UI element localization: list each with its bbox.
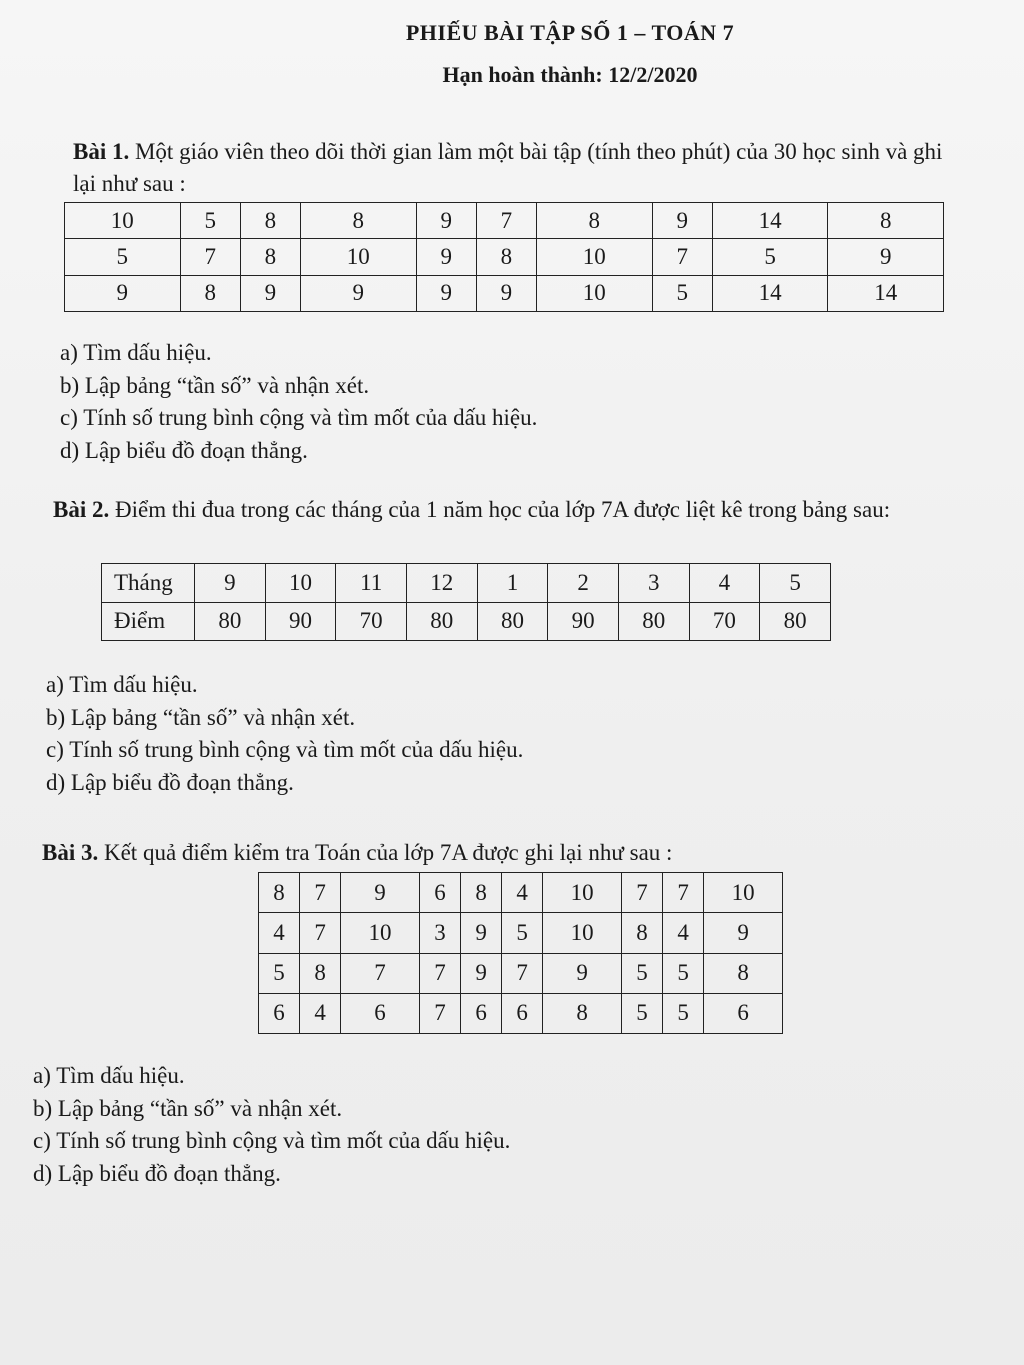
table-cell: 8 <box>461 873 502 913</box>
table-row <box>102 602 831 641</box>
table-cell: 10 <box>537 239 653 275</box>
table-cell: 4 <box>259 913 300 953</box>
deadline: Hạn hoàn thành: 12/2/2020 <box>442 62 698 87</box>
table-row <box>259 913 783 953</box>
table-cell: 8 <box>301 203 417 239</box>
question-item: a) Tìm dấu hiệu. <box>33 1063 185 1088</box>
month-cell: 2 <box>548 564 619 603</box>
table-cell: 9 <box>416 239 476 275</box>
bai2-text: Điểm thi đua trong các tháng của 1 năm học của lớp 7A được liệt kê trong bảng sau: <box>114 497 891 522</box>
table-cell: 10 <box>537 275 653 311</box>
table-cell: 9 <box>65 275 181 311</box>
table-cell: 9 <box>476 275 536 311</box>
table-cell: 5 <box>65 239 181 275</box>
table-row <box>259 953 783 993</box>
table-cell: 7 <box>476 203 536 239</box>
table-cell: 4 <box>502 873 543 913</box>
table-cell: 9 <box>301 275 417 311</box>
bai3-text: Kết quả điểm kiểm tra Toán của lớp 7A được ghi lại như sau : <box>103 840 673 865</box>
table-cell: 9 <box>461 913 502 953</box>
table-cell: 10 <box>543 913 622 953</box>
table-row <box>259 993 783 1033</box>
question-item: d) Lập biểu đồ đoạn thẳng. <box>46 769 294 795</box>
table-cell: 5 <box>663 993 704 1033</box>
bai3-prompt <box>42 837 842 869</box>
table-cell: 10 <box>704 873 783 913</box>
score-cell: 80 <box>195 602 266 641</box>
question-item: b) Lập bảng “tần số” và nhận xét. <box>33 1095 343 1121</box>
question-item: d) Lập biểu đồ đoạn thẳng. <box>33 1160 281 1186</box>
table-cell: 10 <box>65 203 181 239</box>
table-row <box>65 203 944 239</box>
month-cell: 10 <box>265 564 336 603</box>
table-cell: 7 <box>652 239 712 275</box>
table-cell: 7 <box>622 873 663 913</box>
table-cell: 14 <box>828 275 944 311</box>
worksheet-title: PHIẾU BÀI TẬP SỐ 1 – TOÁN 7 <box>405 20 735 45</box>
bai3-score-table <box>258 872 783 1034</box>
table-cell: 9 <box>416 203 476 239</box>
table-row <box>65 239 944 275</box>
score-cell: 80 <box>618 602 689 641</box>
table-row <box>102 564 831 603</box>
bai2-questions <box>46 669 523 799</box>
table-cell: 8 <box>300 953 341 993</box>
table-cell: 4 <box>663 913 704 953</box>
bai1-data-table <box>64 202 944 312</box>
table-cell: 5 <box>712 239 828 275</box>
row-header-thang: Tháng <box>102 564 195 603</box>
table-cell: 8 <box>543 993 622 1033</box>
score-cell: 80 <box>477 602 548 641</box>
table-cell: 10 <box>301 239 417 275</box>
table-cell: 5 <box>180 203 240 239</box>
table-cell: 6 <box>419 873 460 913</box>
table-cell: 8 <box>704 953 783 993</box>
question-item: a) Tìm dấu hiệu. <box>46 672 198 697</box>
bai2-prompt <box>53 494 1003 526</box>
table-cell: 7 <box>180 239 240 275</box>
bai1-questions <box>60 337 537 467</box>
month-cell: 12 <box>406 564 477 603</box>
month-cell: 3 <box>618 564 689 603</box>
table-cell: 5 <box>652 275 712 311</box>
table-row <box>65 275 944 311</box>
bai2-score-table <box>101 563 831 641</box>
table-cell: 9 <box>652 203 712 239</box>
question-item: d) Lập biểu đồ đoạn thẳng. <box>60 437 308 463</box>
table-cell: 9 <box>341 873 420 913</box>
table-cell: 10 <box>543 873 622 913</box>
table-cell: 8 <box>476 239 536 275</box>
score-cell: 80 <box>406 602 477 641</box>
month-cell: 9 <box>195 564 266 603</box>
table-cell: 8 <box>622 913 663 953</box>
table-cell: 7 <box>663 873 704 913</box>
bai1-label: Bài 1. <box>73 139 130 164</box>
bai1-prompt <box>73 136 968 200</box>
table-cell: 6 <box>502 993 543 1033</box>
month-cell: 4 <box>689 564 760 603</box>
table-cell: 14 <box>712 203 828 239</box>
table-cell: 6 <box>259 993 300 1033</box>
bai2-label: Bài 2. <box>53 497 110 522</box>
table-cell: 4 <box>300 993 341 1033</box>
score-cell: 90 <box>265 602 336 641</box>
table-cell: 3 <box>419 913 460 953</box>
month-cell: 1 <box>477 564 548 603</box>
table-row <box>259 873 783 913</box>
table-cell: 5 <box>502 913 543 953</box>
table-cell: 14 <box>712 275 828 311</box>
table-cell: 8 <box>537 203 653 239</box>
table-cell: 7 <box>300 873 341 913</box>
table-cell: 5 <box>622 993 663 1033</box>
table-cell: 7 <box>419 993 460 1033</box>
table-cell: 9 <box>416 275 476 311</box>
table-cell: 9 <box>461 953 502 993</box>
table-cell: 10 <box>341 913 420 953</box>
question-item: b) Lập bảng “tần số” và nhận xét. <box>46 704 356 730</box>
score-cell: 70 <box>689 602 760 641</box>
question-item: c) Tính số trung bình cộng và tìm mốt của dấu hiệu. <box>60 405 538 430</box>
table-cell: 5 <box>663 953 704 993</box>
score-cell: 90 <box>548 602 619 641</box>
table-cell: 7 <box>419 953 460 993</box>
table-cell: 8 <box>259 873 300 913</box>
table-cell: 9 <box>240 275 300 311</box>
month-cell: 5 <box>760 564 831 603</box>
table-cell: 9 <box>828 239 944 275</box>
row-header-diem: Điểm <box>102 602 195 641</box>
score-cell: 70 <box>336 602 407 641</box>
table-cell: 9 <box>543 953 622 993</box>
question-item: c) Tính số trung bình cộng và tìm mốt của dấu hiệu. <box>46 737 524 762</box>
question-item: a) Tìm dấu hiệu. <box>60 340 212 365</box>
bai3-questions <box>33 1060 510 1190</box>
bai3-label: Bài 3. <box>42 840 99 865</box>
table-cell: 8 <box>180 275 240 311</box>
table-cell: 6 <box>461 993 502 1033</box>
bai1-text: Một giáo viên theo dõi thời gian làm một bài tập (tính theo phút) của 30 học sinh và ghi lại như sau : <box>73 139 943 196</box>
table-cell: 7 <box>300 913 341 953</box>
table-cell: 5 <box>622 953 663 993</box>
table-cell: 6 <box>341 993 420 1033</box>
score-cell: 80 <box>760 602 831 641</box>
table-cell: 7 <box>502 953 543 993</box>
question-item: c) Tính số trung bình cộng và tìm mốt của dấu hiệu. <box>33 1128 511 1153</box>
table-cell: 6 <box>704 993 783 1033</box>
table-cell: 9 <box>704 913 783 953</box>
month-cell: 11 <box>336 564 407 603</box>
question-item: b) Lập bảng “tần số” và nhận xét. <box>60 372 370 398</box>
table-cell: 8 <box>240 203 300 239</box>
table-cell: 8 <box>240 239 300 275</box>
table-cell: 5 <box>259 953 300 993</box>
table-cell: 8 <box>828 203 944 239</box>
table-cell: 7 <box>341 953 420 993</box>
